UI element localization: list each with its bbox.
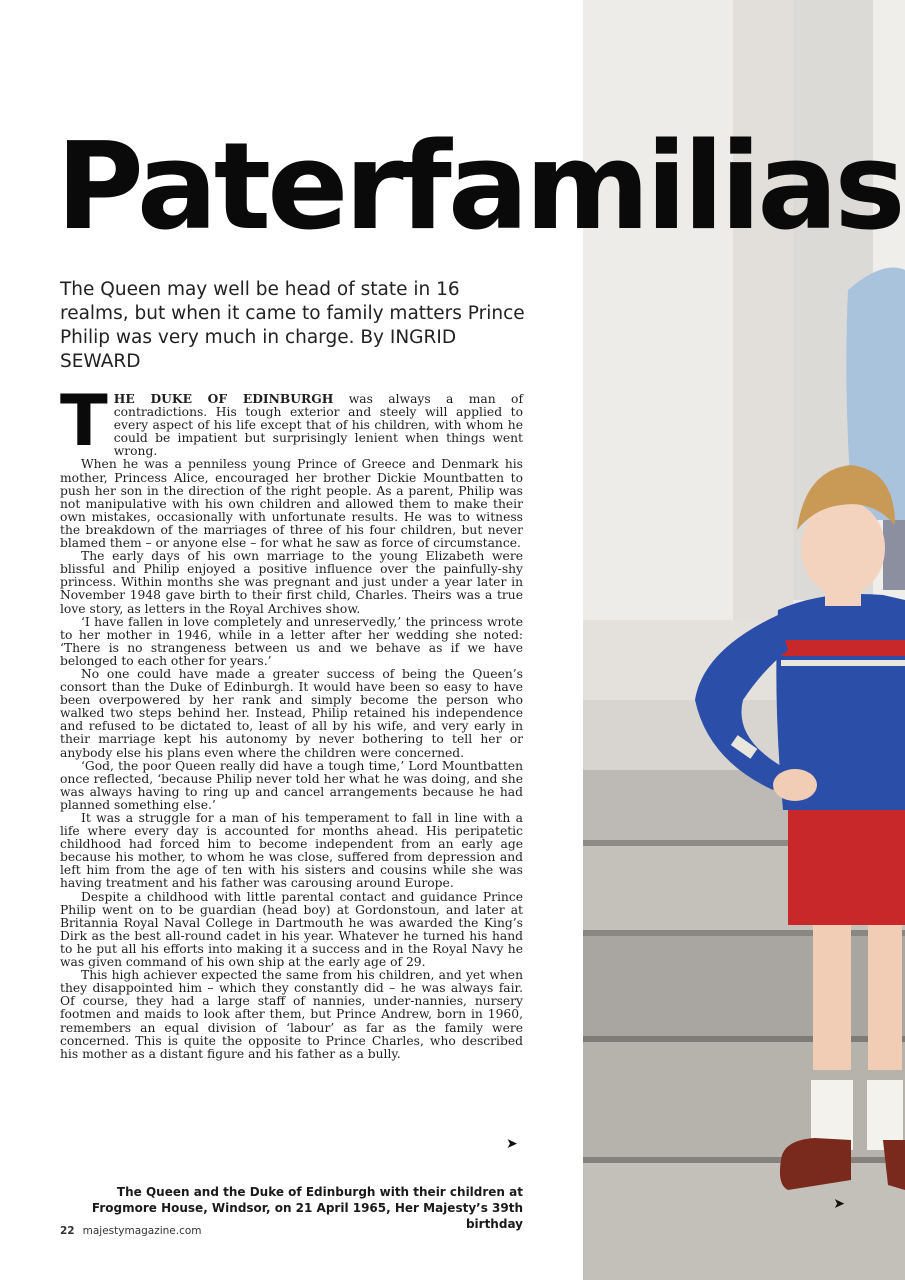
article-lead-in: HE DUKE OF EDINBURGH (113, 391, 334, 406)
standfirst-text: The Queen may well be head of state in 16 realms, but when it came to family matters Prince Philip was very much in charge. By (60, 279, 525, 348)
footer-site: majestymagazine.com (82, 1225, 202, 1237)
article-paragraph: When he was a penniless young Prince of Greece and Denmark his mother, Princess Alice, encouraged her brother Dickie Mountbatten to push her son in the direction of the right people. As a parent, Philip was not manipulative with his own children and allowed them to make their own mistakes, occasionally with unfortunate results. He was to witness the breakdown of the marriages of three of his four children, but never blamed them – or anyone else – for what he saw as force of circumstance. (60, 457, 523, 551)
article-body (60, 380, 523, 1061)
article-paragraph: The early days of his own marriage to the young Elizabeth were blissful and Philip enjoyed a positive influence over the painfully-shy princess. Within months she was pregnant and just under a year later in November 1948 gave birth to their first child, Charles. Theirs was a true love story, as letters in the Royal Archives show. (60, 549, 523, 616)
photo-caption: The Queen and the Duke of Edinburgh with their children at Frogmore House, Windsor, on 21 April 1965, Her Majesty’s 39th birthday (91, 1185, 523, 1231)
article-paragraph: Despite a childhood with little parental contact and guidance Prince Philip went on to be guardian (head boy) at Gordonstoun, and later at Britannia Royal Naval College in Dartmouth he was awarded the King’s Dirk as the best all-round cadet in his year. Whatever he turned his hand to he put all his efforts into making it a success and in the Royal Navy he was given command of his own ship at the early age of 29. (60, 889, 523, 970)
drop-cap: T (60, 380, 108, 462)
page-footer (60, 1225, 202, 1237)
article-paragraph-first (60, 380, 523, 462)
article-paragraph: No one could have made a greater success of being the Queen’s consort than the Duke of Edinburgh. It would have been so easy to have been overpowered by her rank and simply become the person who walked two steps behind her. Instead, Philip retained his independence and refused to be dictated to, least of all by his wife, and very early in their marriage kept his autonomy by never bothering to tell her or anybody else his plans even where the children were concerned. (60, 666, 523, 760)
article-first-text: was always a man of contradictions. His tough exterior and steely will applied to every aspect of his life except that of his children, with whom he could be impatient but surprisingly lenient when things went wrong. (113, 392, 523, 459)
photo-arrow-icon: ➤ (833, 1196, 845, 1212)
article-paragraph: This high achiever expected the same from his children, and yet when they disappointed him – which they constantly did – he was always fair. Of course, they had a large staff of nannies, under-nannies, nursery footmen and maids to look after them, but Prince Andrew, born in 1960, remembers an equal division of ‘labour’ as far as the family were concerned. This is quite the opposite to Prince Charles, who described his mother as a distant figure and his father as a bully. (60, 968, 523, 1061)
byline: INGRID SEWARD (60, 327, 457, 372)
article-paragraph: ‘God, the poor Queen really did have a tough time,’ Lord Mountbatten once reflected, ‘because Philip never told her what he was doing, and she was always having to ring up and cancel arrangements because he had planned something else.’ (60, 758, 523, 812)
article-paragraph: It was a struggle for a man of his temperament to fall in line with a life where every day is accounted for months ahead. His peripatetic childhood had forced him to become independent from an early age because his mother, to whom he was close, suffered from depression and left him from the age of ten with his sisters and cousins while she was having treatment and his father was carousing around Europe. (60, 811, 523, 891)
headline: Paterfamilias (56, 118, 902, 257)
article-paragraph: ‘I have fallen in love completely and unreservedly,’ the princess wrote to her mother in 1946, while in a letter after her wedding she noted: ‘There is no strangeness between us and we behave as if we have belonged to each other for years.’ (60, 614, 523, 668)
page-number: 22 (60, 1225, 75, 1237)
standfirst (60, 278, 530, 374)
continue-arrow-icon: ➤ (506, 1136, 518, 1152)
